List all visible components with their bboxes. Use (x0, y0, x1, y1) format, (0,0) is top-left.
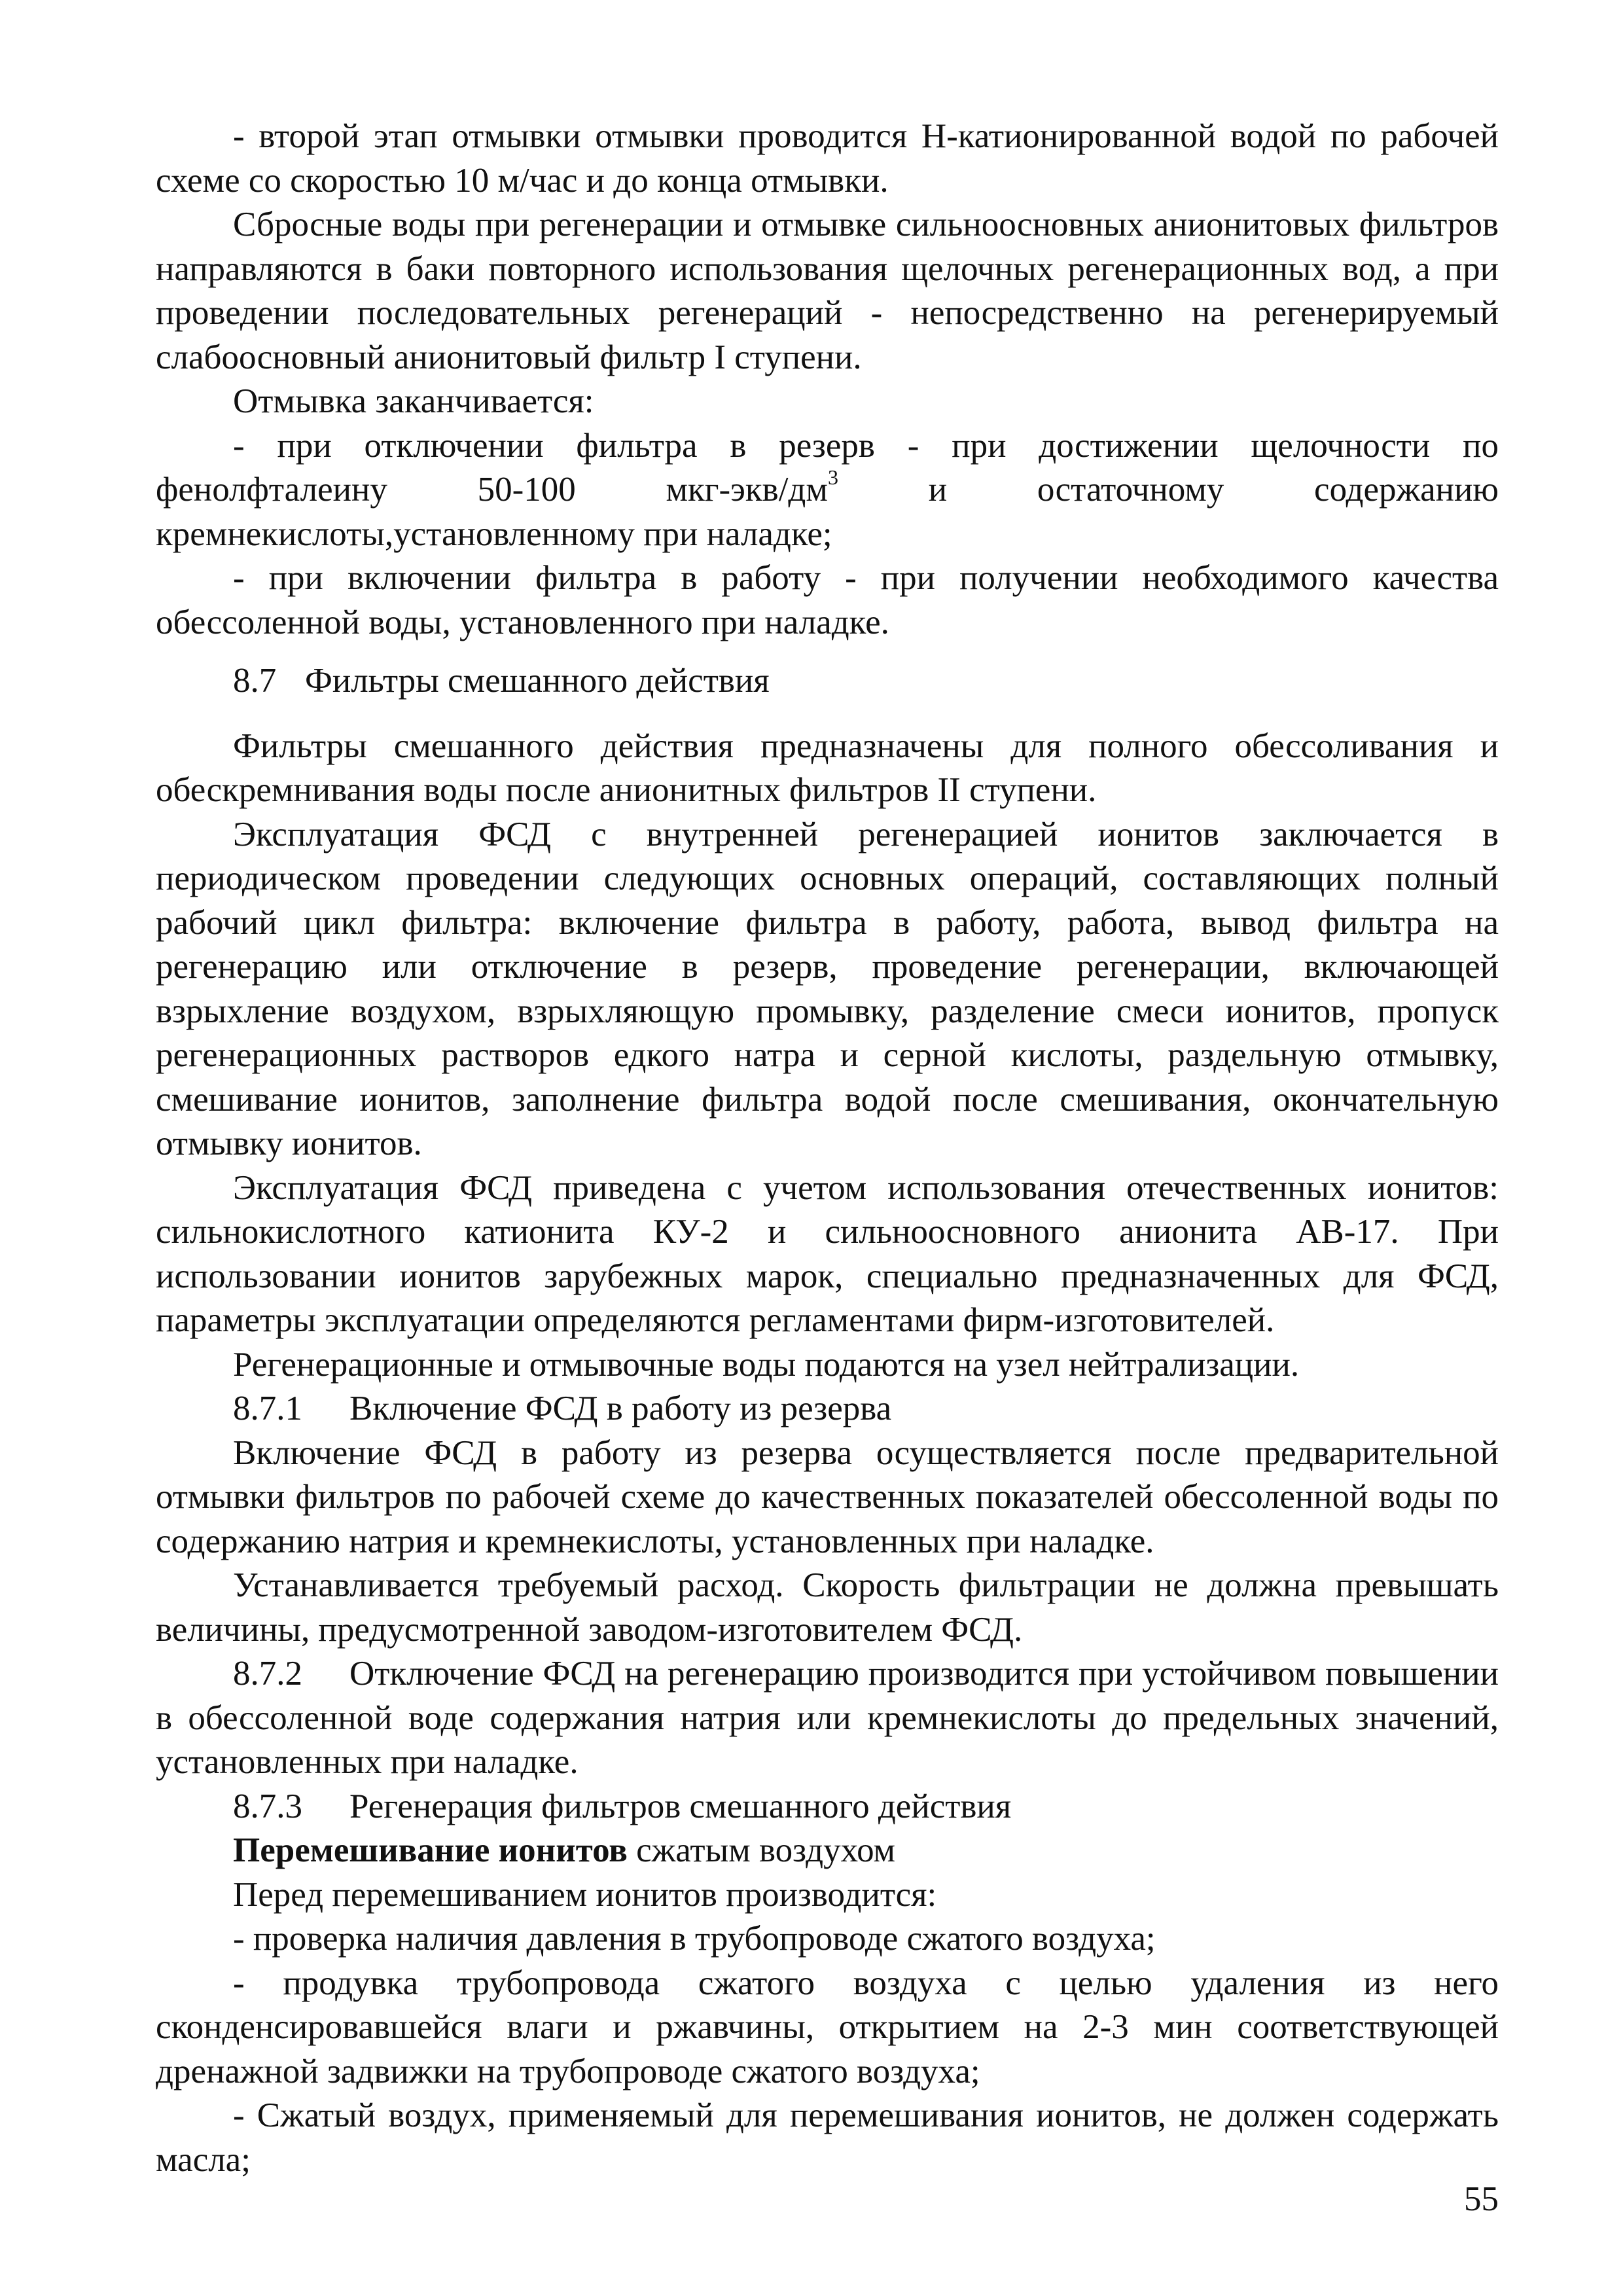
superscript-three: 3 (827, 465, 838, 490)
section-8-7-heading (156, 659, 1499, 704)
paragraph-filter-reserve-tail: и остаточному содержанию кремнекислоты,установленному при наладке; (156, 471, 1499, 553)
section-number: 8.7.3 (233, 1787, 302, 1825)
paragraph-fsd-enable: Включение ФСД в работу из резерва осуществляется после предварительной отмывки фильтров по рабочей схеме до качественных показателей обессоленной воды по содержанию натрия и кремнекислоты, установленных при наладке. (156, 1433, 1499, 1560)
paragraph-mixing-heading (156, 1829, 1499, 1873)
paragraph-filter-reserve-text: - при отключении фильтра в резерв - при достижении щелочности по фенолфталеину 50-100 мкг-экв/дм (156, 426, 1499, 509)
list-item-compressed-air: - Сжатый воздух, применяемый для перемешивания ионитов, не должен содержать масла; (156, 2096, 1499, 2179)
section-8-7-1-heading (156, 1387, 1499, 1431)
list-item-pressure-check: - проверка наличия давления в трубопроводе сжатого воздуха; (233, 1920, 1156, 1958)
section-text: Отключение ФСД на регенерацию производится при устойчивом повышении в обессоленной воде содержания натрия или кремнекислоты до предельных значений, установленных при наладке. (156, 1655, 1499, 1781)
list-item-pipeline-purge: - продувка трубопровода сжатого воздуха с целью удаления из него сконденсировавшейся влаги и ржавчины, открытием на 2-3 мин соответствующей дренажной задвижки на трубопроводе сжатого воздуха; (156, 1964, 1499, 2090)
spacer (156, 704, 1499, 725)
section-number: 8.7.2 (233, 1655, 302, 1693)
paragraph-second-stage-rinse: - второй этап отмывки отмывки проводится Н-катионированной водой по рабочей схеме со скоростью 10 м/час и до конца отмывки. (156, 117, 1499, 200)
section-8-7-3-heading (156, 1785, 1499, 1829)
document-page (156, 115, 1499, 2182)
paragraph-flow-rate: Устанавливается требуемый расход. Скорость фильтрации не должна превышать величины, предусмотренной заводом-изготовителем ФСД. (156, 1566, 1499, 1649)
section-8-7-2-paragraph (156, 1652, 1499, 1785)
mixing-heading-rest: сжатым воздухом (627, 1831, 896, 1869)
paragraph-waste-water: Сбросные воды при регенерации и отмывке сильноосновных анионитовых фильтров направляются в баки повторного использования щелочных регенерационных вод, а при проведении последовательных регенераций - непосредственно на регенерируемый слабоосновный анионитовый фильтр I ступени. (156, 206, 1499, 376)
paragraph-fsd-ionites: Эксплуатация ФСД приведена с учетом использования отечественных ионитов: сильнокислотного катионита КУ-2 и сильноосновного анионита АВ-17. При использовании ионитов зарубежных марок, специально предназначенных для ФСД, параметры эксплуатации определяются регламентами фирм-изготовителей. (156, 1168, 1499, 1339)
paragraph-before-mixing: Перед перемешиванием ионитов производится: (233, 1875, 937, 1914)
paragraph-regeneration-waters: Регенерационные и отмывочные воды подаются на узел нейтрализации. (233, 1345, 1300, 1384)
section-title: Фильтры смешанного действия (305, 662, 770, 700)
paragraph-rinse-ends: Отмывка заканчивается: (233, 382, 594, 420)
section-title: Регенерация фильтров смешанного действия (349, 1787, 1012, 1825)
page-number: 55 (1464, 2180, 1499, 2218)
paragraph-filter-work: - при включении фильтра в работу - при получении необходимого качества обессоленной воды, установленного при наладке. (156, 559, 1499, 641)
paragraph-filter-reserve (156, 424, 1499, 557)
section-title: Включение ФСД в работу из резерва (349, 1390, 892, 1427)
spacer (156, 645, 1499, 659)
section-number: 8.7.1 (233, 1390, 302, 1427)
section-number: 8.7 (233, 662, 277, 700)
bold-term: Перемешивание ионитов (233, 1831, 628, 1869)
paragraph-fsd-purpose: Фильтры смешанного действия предназначены для полного обессоливания и обескремнивания воды после анионитных фильтров II ступени. (156, 726, 1499, 809)
paragraph-fsd-operation: Эксплуатация ФСД с внутренней регенерацией ионитов заключается в периодическом проведении следующих основных операций, составляющих полный рабочий цикл фильтра: включение фильтра в работу, работа, вывод фильтра на регенерацию или отключение в резерв, проведение регенерации, включающей взрыхление воздухом, взрыхляющую промывку, разделение смеси ионитов, пропуск регенерационных растворов едкого натра и серной кислоты, раздельную отмывку, смешивание ионитов, заполнение фильтра водой после смешивания, окончательную отмывку ионитов. (156, 815, 1499, 1162)
